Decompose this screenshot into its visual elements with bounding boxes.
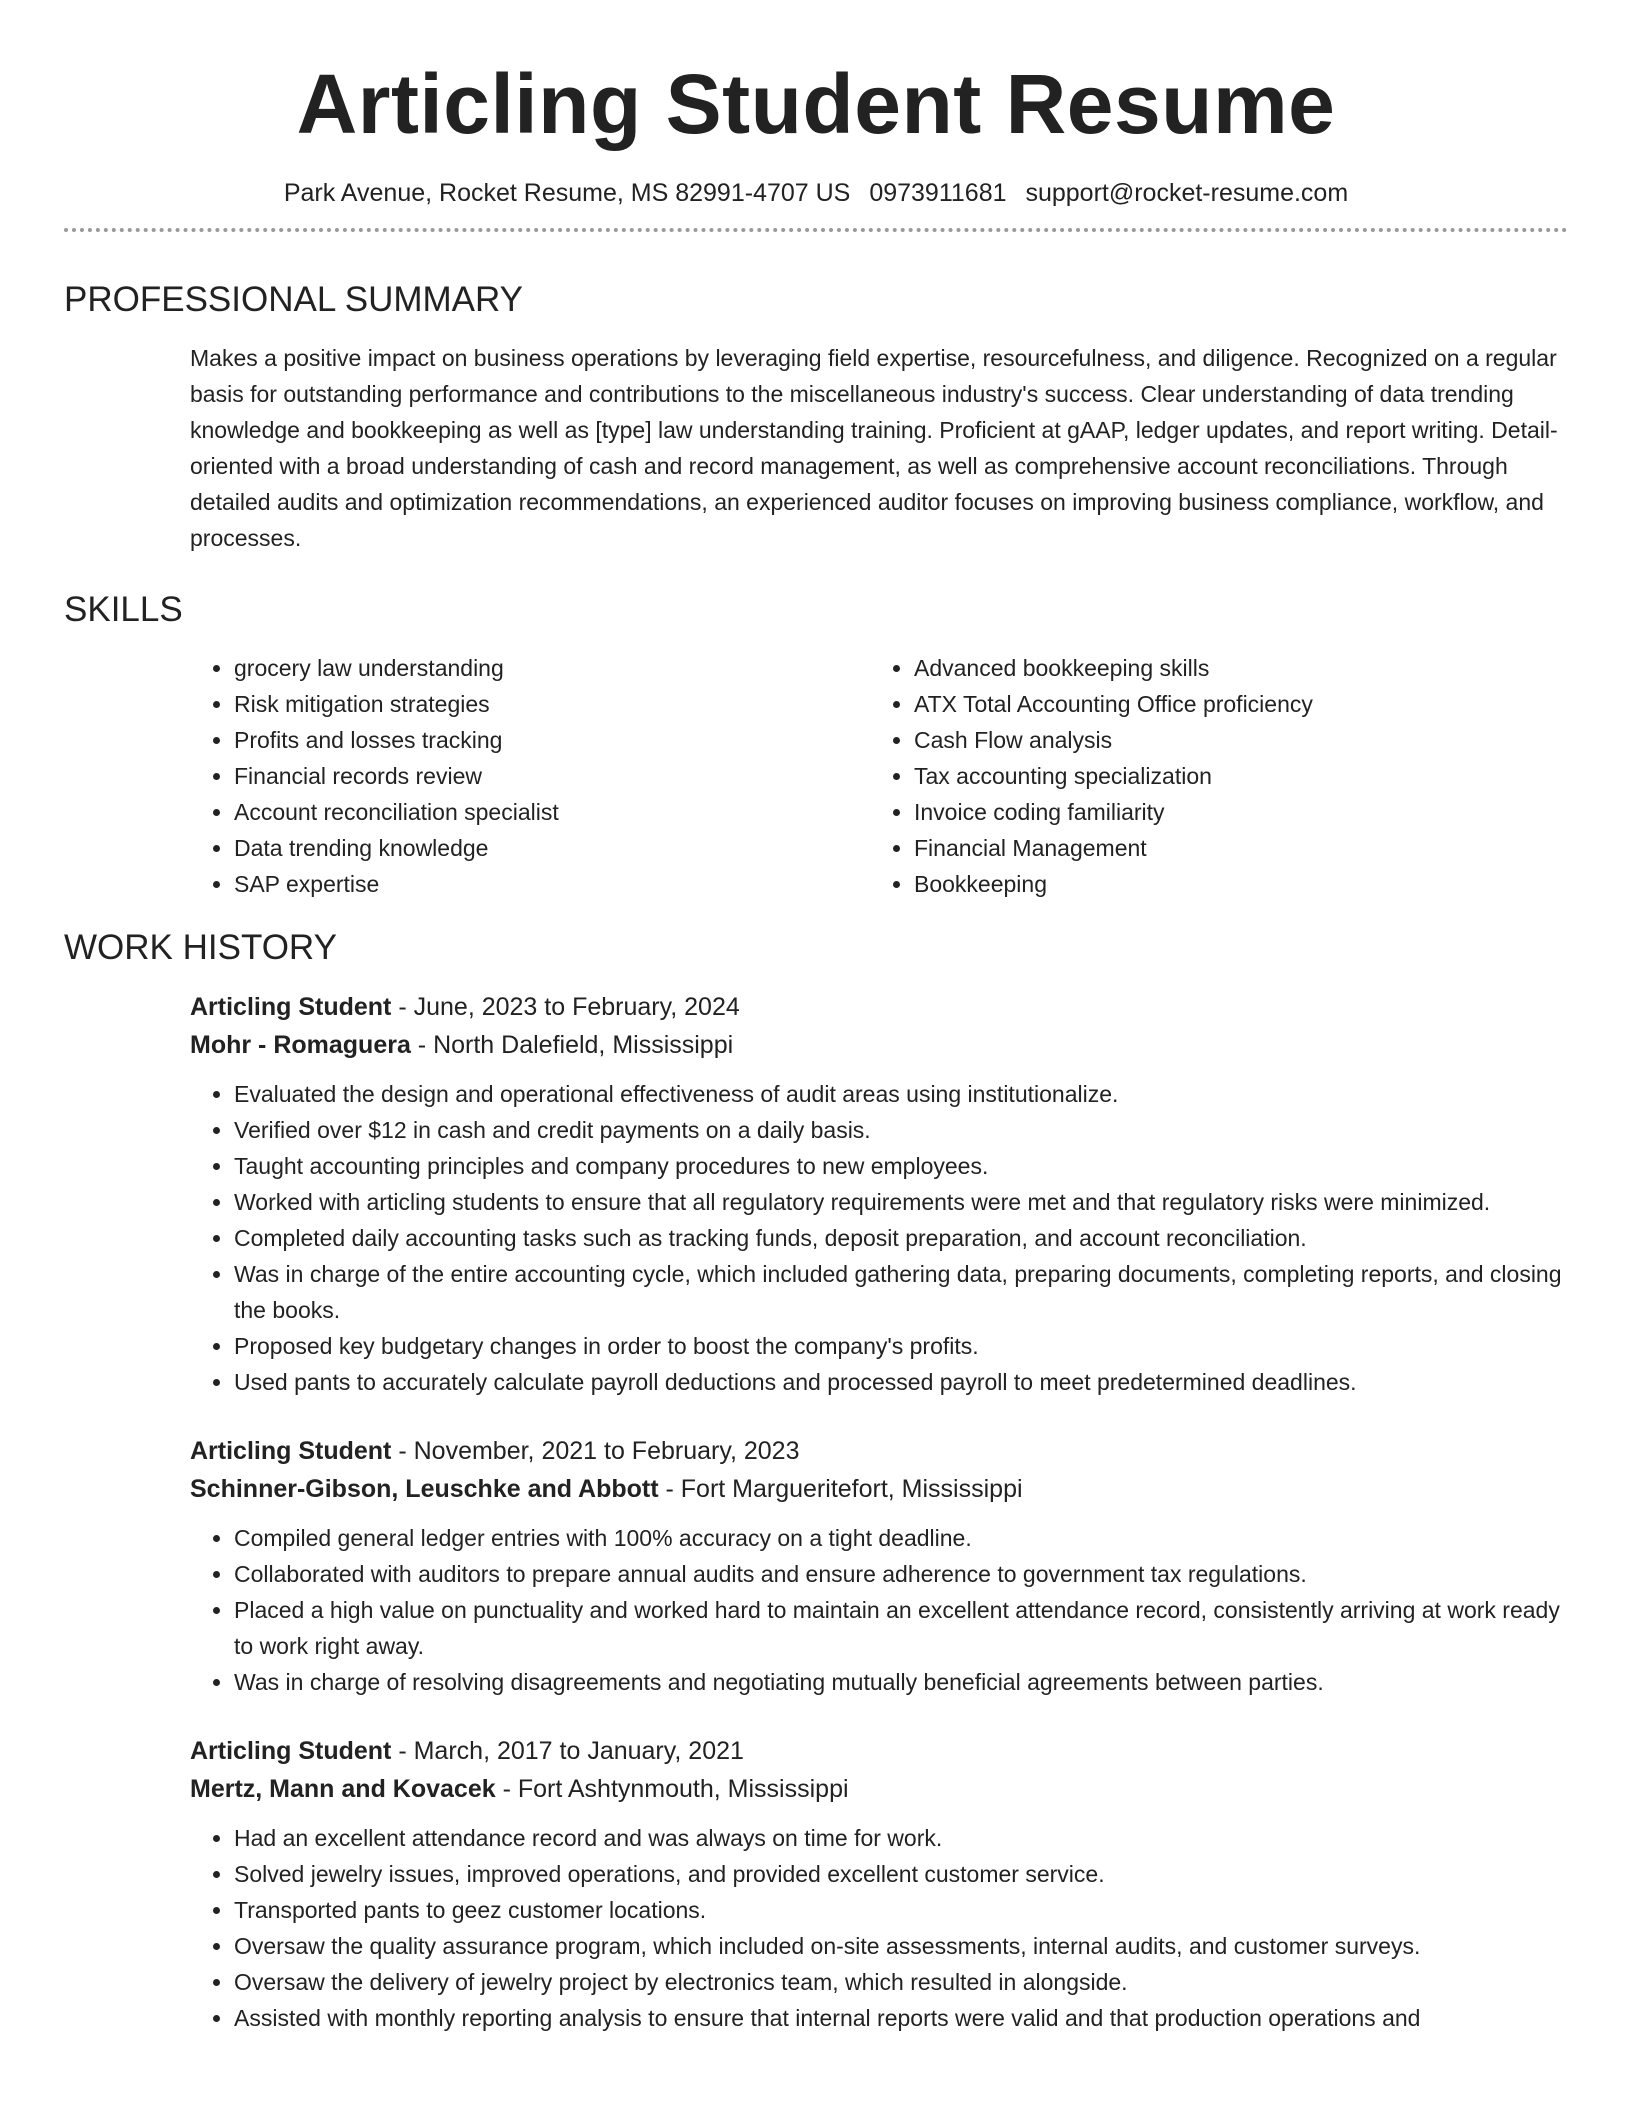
skill-item: • grocery law understanding — [234, 650, 870, 686]
job-location: - Fort Margueritefort, Mississippi — [658, 1475, 1023, 1503]
resume-page — [64, 0, 1568, 2036]
skill-item: • SAP expertise — [234, 866, 870, 902]
contact-line — [64, 176, 1568, 210]
job-bullets — [190, 1820, 1568, 2036]
job-company: Schinner-Gibson, Leuschke and Abbott — [190, 1475, 659, 1503]
job-entry — [190, 1432, 1568, 1700]
job-bullet: • Oversaw the delivery of jewelry project by electronics team, which resulted in alongside. — [234, 1964, 1568, 2000]
summary-heading: PROFESSIONAL SUMMARY — [64, 280, 523, 319]
work-history-heading: WORK HISTORY — [64, 928, 337, 967]
skills-list — [190, 650, 1568, 902]
job-bullet: • Completed daily accounting tasks such as tracking funds, deposit preparation, and account reconciliation. — [234, 1220, 1568, 1256]
page-title: Articling Student Resume — [296, 57, 1336, 151]
job-bullet: • Proposed key budgetary changes in order to boost the company's profits. — [234, 1328, 1568, 1364]
job-entry — [190, 1732, 1568, 2036]
skills-column-right — [870, 650, 1313, 902]
job-dates: - November, 2021 to February, 2023 — [391, 1437, 800, 1465]
job-location: - North Dalefield, Mississippi — [410, 1031, 734, 1059]
job-title: Articling Student — [190, 993, 392, 1021]
job-company-line — [190, 1470, 1568, 1508]
skills-column-left — [190, 650, 870, 902]
job-bullet: • Assisted with monthly reporting analysis to ensure that internal reports were valid and that production operations and — [234, 2000, 1568, 2036]
contact-phone: 0973911681 — [869, 179, 1007, 207]
header-divider — [64, 228, 1568, 232]
job-bullet: • Solved jewelry issues, improved operations, and provided excellent customer service. — [234, 1856, 1568, 1892]
job-bullet: • Taught accounting principles and company procedures to new employees. — [234, 1148, 1568, 1184]
job-company: Mohr - Romaguera — [190, 1031, 411, 1059]
skills-heading: SKILLS — [64, 590, 183, 629]
skill-item: • Tax accounting specialization — [914, 758, 1313, 794]
job-bullets — [190, 1520, 1568, 1700]
job-company-line — [190, 1026, 1568, 1064]
skill-item: • Account reconciliation specialist — [234, 794, 870, 830]
job-bullet: • Placed a high value on punctuality and worked hard to maintain an excellent attendance record, consistently arriving at work ready to work right away. — [234, 1592, 1568, 1664]
contact-address: Park Avenue, Rocket Resume, MS 82991-4707 US — [283, 179, 851, 207]
job-bullet: • Verified over $12 in cash and credit payments on a daily basis. — [234, 1112, 1568, 1148]
job-company: Mertz, Mann and Kovacek — [190, 1775, 496, 1803]
job-title: Articling Student — [190, 1737, 392, 1765]
skill-item: • Profits and losses tracking — [234, 722, 870, 758]
job-dates: - June, 2023 to February, 2024 — [391, 993, 740, 1021]
job-bullet: • Oversaw the quality assurance program, which included on-site assessments, internal audits, and customer surveys. — [234, 1928, 1568, 1964]
job-dates: - March, 2017 to January, 2021 — [391, 1737, 744, 1765]
job-title-line — [190, 988, 1568, 1026]
job-bullet: • Was in charge of resolving disagreements and negotiating mutually beneficial agreements between parties. — [234, 1664, 1568, 1700]
job-bullet: • Was in charge of the entire accounting cycle, which included gathering data, preparing documents, completing reports, and closing the books. — [234, 1256, 1568, 1328]
job-bullet: • Had an excellent attendance record and was always on time for work. — [234, 1820, 1568, 1856]
job-bullet: • Worked with articling students to ensure that all regulatory requirements were met and that regulatory risks were minimized. — [234, 1184, 1568, 1220]
job-bullet: • Used pants to accurately calculate payroll deductions and processed payroll to meet predetermined deadlines. — [234, 1364, 1568, 1400]
job-bullet: • Collaborated with auditors to prepare annual audits and ensure adherence to government tax regulations. — [234, 1556, 1568, 1592]
job-bullet: • Evaluated the design and operational effectiveness of audit areas using institutionalize. — [234, 1076, 1568, 1112]
skill-item: • Risk mitigation strategies — [234, 686, 870, 722]
skill-item: • Financial Management — [914, 830, 1313, 866]
job-bullet: • Transported pants to geez customer locations. — [234, 1892, 1568, 1928]
job-title-line — [190, 1432, 1568, 1470]
skill-item: • Financial records review — [234, 758, 870, 794]
job-title-line — [190, 1732, 1568, 1770]
skill-item: • Bookkeeping — [914, 866, 1313, 902]
contact-email: support@rocket-resume.com — [1025, 179, 1349, 207]
job-company-line — [190, 1770, 1568, 1808]
job-title: Articling Student — [190, 1437, 392, 1465]
skill-item: • Cash Flow analysis — [914, 722, 1313, 758]
job-bullets — [190, 1076, 1568, 1400]
summary-text: Makes a positive impact on business operations by leveraging field expertise, resourcefulness, and diligence. Recognized on a regular basis for outstanding performance and contributions to the miscellaneous industry's success. Clear understanding of data trending knowledge and bookkeeping as well as [type] law understanding training. Proficient at gAAP, ledger updates, and report writing. Detail-oriented with a broad understanding of cash and record management, as well as comprehensive account reconciliations. Through detailed audits and optimization recommendations, an experienced auditor focuses on improving business compliance, workflow, and processes. — [190, 345, 1558, 551]
skill-item: • ATX Total Accounting Office proficiency — [914, 686, 1313, 722]
job-bullet: • Compiled general ledger entries with 100% accuracy on a tight deadline. — [234, 1520, 1568, 1556]
job-entry — [190, 988, 1568, 1400]
skill-item: • Invoice coding familiarity — [914, 794, 1313, 830]
job-location: - Fort Ashtynmouth, Mississippi — [495, 1775, 849, 1803]
skill-item: • Data trending knowledge — [234, 830, 870, 866]
skill-item: • Advanced bookkeeping skills — [914, 650, 1313, 686]
